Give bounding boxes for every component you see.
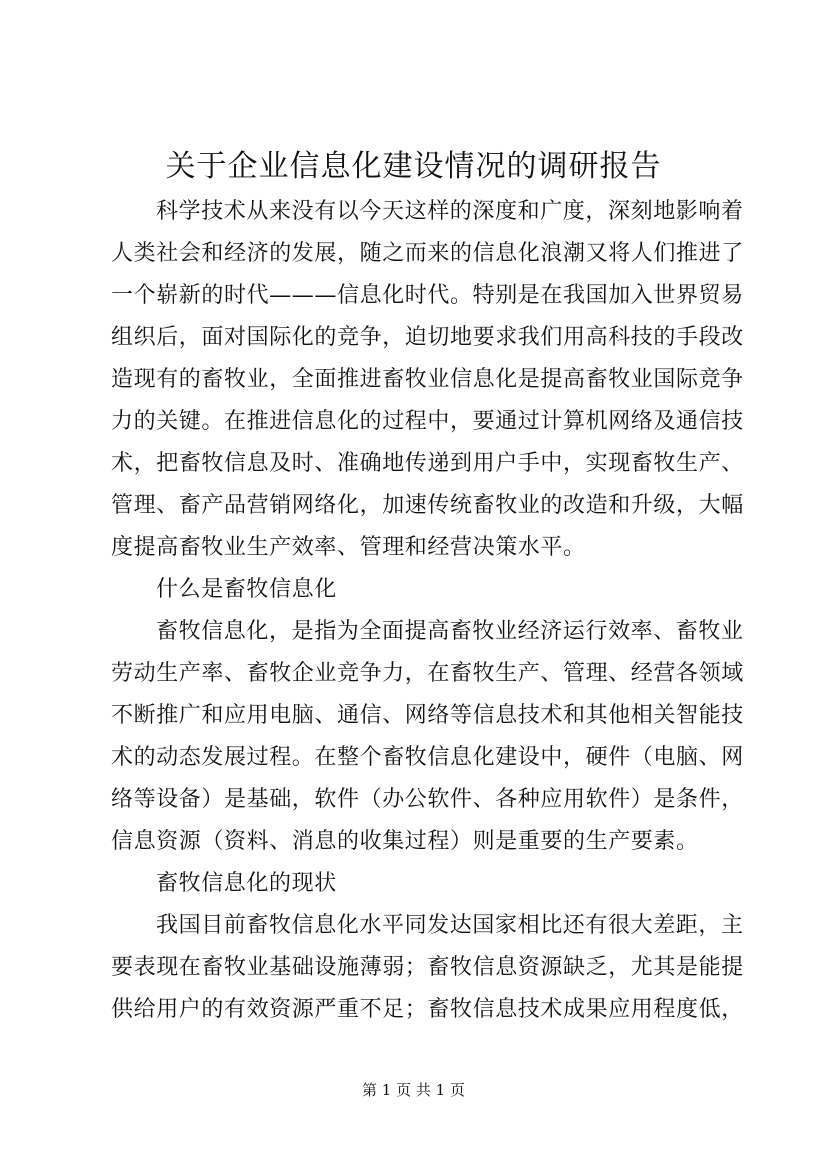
text-line: 不断推广和应用电脑、通信、网络等信息技术和其他相关智能技 xyxy=(111,703,744,728)
text-line: 力的关键。在推进信息化的过程中，要通过计算机网络及通信技 xyxy=(111,409,744,434)
text-line: 信息资源（资料、消息的收集过程）则是重要的生产要素。 xyxy=(111,829,699,854)
text-line: 畜牧信息化，是指为全面提高畜牧业经济运行效率、畜牧业 xyxy=(156,619,744,644)
page-footer: 第 1 页 共 1 页 xyxy=(362,1081,465,1099)
text-line: 管理、畜产品营销网络化，加速传统畜牧业的改造和升级，大幅 xyxy=(111,493,744,518)
text-line: 组织后，面对国际化的竞争，迫切地要求我们用高科技的手段改 xyxy=(111,325,744,350)
section-heading: 畜牧信息化的现状 xyxy=(156,871,337,896)
text-line: 我国目前畜牧信息化水平同发达国家相比还有很大差距，主 xyxy=(156,913,744,938)
text-line: 一个崭新的时代———信息化时代。特别是在我国加入世界贸易 xyxy=(111,283,744,308)
section-heading: 什么是畜牧信息化 xyxy=(156,577,337,602)
text-line: 术，把畜牧信息及时、准确地传递到用户手中，实现畜牧生产、 xyxy=(111,451,744,476)
text-line: 络等设备）是基础，软件（办公软件、各种应用软件）是条件， xyxy=(111,787,744,812)
text-line: 造现有的畜牧业，全面推进畜牧业信息化是提高畜牧业国际竞争 xyxy=(111,367,744,392)
text-line: 术的动态发展过程。在整个畜牧信息化建设中，硬件（电脑、网 xyxy=(111,745,744,770)
text-line: 科学技术从来没有以今天这样的深度和广度，深刻地影响着 xyxy=(156,199,744,224)
text-line: 劳动生产率、畜牧企业竞争力，在畜牧生产、管理、经营各领域 xyxy=(111,661,744,686)
text-line: 要表现在畜牧业基础设施薄弱；畜牧信息资源缺乏，尤其是能提 xyxy=(111,955,744,980)
document-title: 关于企业信息化建设情况的调研报告 xyxy=(165,149,662,184)
text-line: 度提高畜牧业生产效率、管理和经营决策水平。 xyxy=(111,535,586,560)
text-line: 供给用户的有效资源严重不足；畜牧信息技术成果应用程度低， xyxy=(111,997,744,1022)
text-line: 人类社会和经济的发展，随之而来的信息化浪潮又将人们推进了 xyxy=(111,241,744,266)
